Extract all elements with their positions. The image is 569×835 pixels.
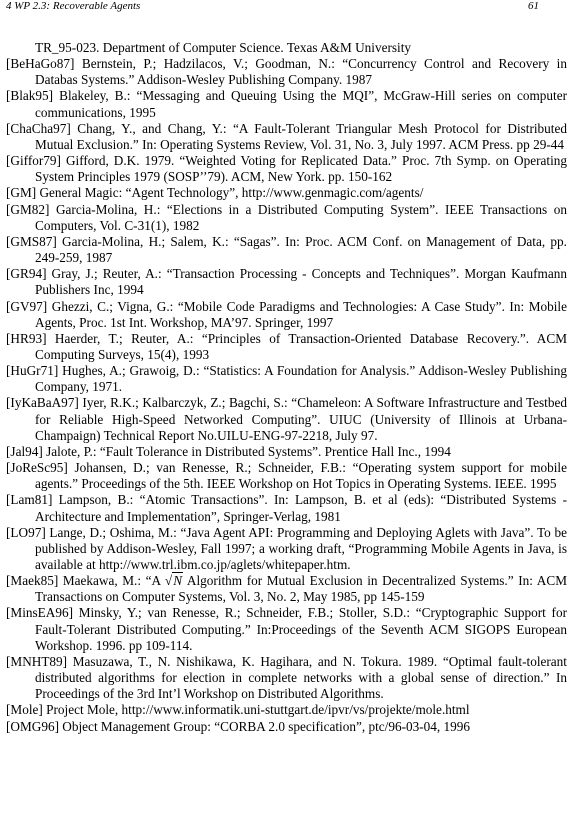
- reference-item: [GMS87] Garcia-Molina, H.; Salem, K.: “Sagas”. In: Proc. ACM Conf. on Management of Data, pp. 249-259, 1987: [6, 233, 567, 266]
- reference-item: [JoReSc95] Johansen, D.; van Renesse, R.; Schneider, F.B.: “Operating system support for mobile agents.” Proceedings of the 5th. IEEE Workshop on Hot Topics in Operating Systems. IEEE. 1995: [6, 460, 567, 492]
- reference-item: [Jal94] Jalote, P.: “Fault Tolerance in Distributed Systems”. Prentice Hall Inc., 1994: [6, 443, 451, 459]
- reference-text-before: [Maek85] Maekawa, M.: “A: [6, 573, 165, 589]
- reference-list: [6, 40, 567, 735]
- reference-item: [MinsEA96] Minsky, Y.; van Renesse, R.; Schneider, F.B.; Stoller, S.D.: “Cryptographic Support for Fault-Tolerant Distributed Computing.” In:Proceedings of the Seventh ACM SIGOPS European Workshop. 1996. pp 109-114.: [6, 605, 567, 653]
- reference-item: [ChaCha97] Chang, Y., and Chang, Y.: “A Fault-Tolerant Triangular Mesh Protocol for Distributed Mutual Exclusion.” In: Operating Systems Review, Vol. 31, No. 3, July 1997. ACM Press. pp 29-44: [6, 120, 567, 152]
- reference-item: [GR94] Gray, J.; Reuter, A.: “Transaction Processing - Concepts and Techniques”. Morgan Kaufmann Publishers Inc, 1994: [6, 266, 567, 298]
- page-number: 61: [528, 0, 539, 12]
- reference-item: [MNHT89] Masuzawa, T., N. Nishikawa, K. Hagihara, and N. Tokura. 1989. “Optimal fault-tolerant distributed algorithms for election in complete networks with a global sense of direction.” In Proceedings of the 3rd Int’l Workshop on Distributed Algorithms.: [6, 653, 567, 702]
- reference-text-after: Algorithm for Mutual Exclusion in Decentralized Systems.” In: ACM Transactions on Computer Systems, Vol. 3, No. 2, May 1985, pp 145-159: [35, 573, 567, 605]
- reference-item: [GM82] Garcia-Molina, H.: “Elections in a Distributed Computing System”. IEEE Transactions on Computers, Vol. C-31(1), 1982: [6, 201, 567, 233]
- reference-item: [IyKaBaA97] Iyer, R.K.; Kalbarczyk, Z.; Bagchi, S.: “Chameleon: A Software Infrastructure and Testbed for Reliable High-Speed Networked Computing”. UIUC (University of Illinois at Urbana-Champaign) Technical Report No.UILU-ENG-97-2218, July 97.: [6, 395, 567, 443]
- reference-item: [GV97] Ghezzi, C.; Vigna, G.: “Mobile Code Paradigms and Technologies: A Case Study”. In: Mobile Agents, Proc. 1st Int. Workshop, MA’97. Springer, 1997: [6, 298, 567, 330]
- reference-item: [LO97] Lange, D.; Oshima, M.: “Java Agent API: Programming and Deploying Aglets with Java”. To be published by Addison-Wesley, Fall 1997; a working draft, “Programming Mobile Agents in Java, is available at http://www.trl.ibm.co.jp/aglets/whitepaper.htm.: [6, 524, 567, 572]
- running-head-title: 4 WP 2.3: Recoverable Agents: [6, 0, 141, 12]
- reference-item: [GM] General Magic: “Agent Technology”, http://www.genmagic.com/agents/: [6, 185, 424, 201]
- reference-item: [Giffor79] Gifford, D.K. 1979. “Weighted Voting for Replicated Data.” Proc. 7th Symp. on Operating System Principles 1979 (SOSP’’79). ACM, New York. pp. 150-162: [6, 153, 567, 185]
- reference-item: [Blak95] Blakeley, B.: “Messaging and Queuing Using the MQI”, McGraw-Hill series on computer communications, 1995: [6, 88, 567, 120]
- reference-item: TR_95-023. Department of Computer Science. Texas A&M University: [35, 40, 412, 55]
- reference-item: [OMG96] Object Management Group: “CORBA 2.0 specification”, ptc/96-03-04, 1996: [6, 718, 471, 734]
- reference-item: [Lam81] Lampson, B.: “Atomic Transactions”. In: Lampson, B. et al (eds): “Distributed Systems - Architecture and Implementation”, Springer-Verlag, 1981: [6, 492, 567, 524]
- reference-item: [HuGr71] Hughes, A.; Grawoig, D.: “Statistics: A Foundation for Analysis.” Addison-Wesley Publishing Company, 1971.: [6, 363, 567, 395]
- reference-item-maekawa: [6, 573, 567, 605]
- reference-item: [HR93] Haerder, T.; Reuter, A.: “Principles of Transaction-Oriented Database Recovery.”. ACM Computing Surveys, 15(4), 1993: [6, 330, 567, 362]
- reference-item: [Mole] Project Mole, http://www.informatik.uni-stuttgart.de/ipvr/vs/projekte/mole.html: [6, 702, 470, 718]
- reference-item: [BeHaGo87] Bernstein, P.; Hadzilacos, V.; Goodman, N.: “Concurrency Control and Recovery in Databas Systems.” Addison-Wesley Publishing Company. 1987: [6, 56, 567, 88]
- sqrt-n-formula: √N: [164, 573, 183, 589]
- running-head: [6, 0, 563, 14]
